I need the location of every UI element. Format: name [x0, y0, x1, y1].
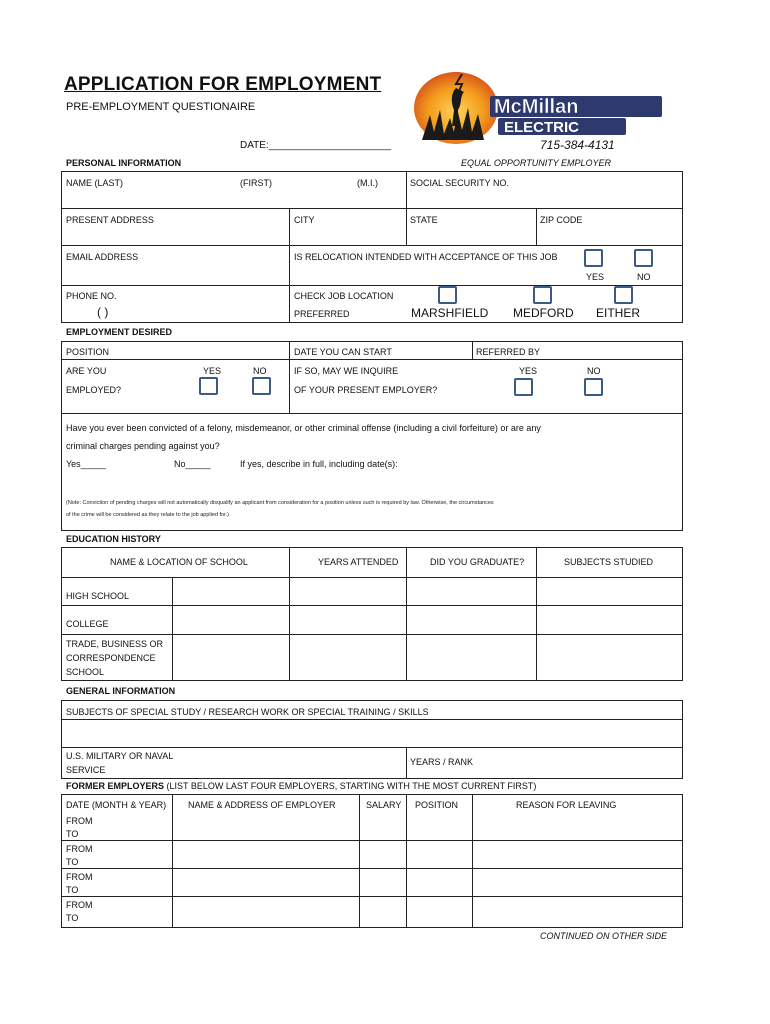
- relocation-no-checkbox[interactable]: [634, 249, 653, 267]
- military-label-2: SERVICE: [66, 765, 106, 775]
- relocation-label: IS RELOCATION INTENDED WITH ACCEPTANCE OF THIS JOB: [294, 252, 558, 262]
- former-row2-from: FROM: [66, 844, 93, 854]
- logo-line1: McMillan: [494, 96, 579, 118]
- employed-no-label: NO: [253, 366, 267, 376]
- edu-row-trade-2: CORRESPONDENCE: [66, 653, 156, 663]
- form-subtitle: PRE-EMPLOYMENT QUESTIONAIRE: [66, 101, 256, 113]
- relocation-yes-checkbox[interactable]: [584, 249, 603, 267]
- edu-col-years: YEARS ATTENDED: [318, 557, 399, 567]
- check-location-label: CHECK JOB LOCATION: [294, 291, 394, 301]
- employed-yes-label: YES: [203, 366, 222, 376]
- inquire-no-checkbox[interactable]: [584, 378, 603, 396]
- employed-label: EMPLOYED?: [66, 385, 122, 395]
- former-row3-to: TO: [66, 885, 79, 895]
- former-row1-to: TO: [66, 829, 79, 839]
- date-field[interactable]: DATE:______________________: [240, 140, 392, 151]
- former-row4-from: FROM: [66, 900, 93, 910]
- eoe-label: EQUAL OPPORTUNITY EMPLOYER: [461, 158, 612, 168]
- mcmillan-logo-icon: [412, 70, 668, 146]
- former-heading: FORMER EMPLOYERS: [66, 781, 165, 791]
- former-employers-table: [61, 794, 683, 928]
- inquire-label-1: IF SO, MAY WE INQUIRE: [294, 366, 399, 376]
- special-study-label: SUBJECTS OF SPECIAL STUDY / RESEARCH WORK OR SPECIAL TRAINING / SKILLS: [66, 707, 429, 717]
- zip-label: ZIP CODE: [540, 215, 583, 225]
- marshfield-label: MARSHFIELD: [411, 306, 489, 320]
- continued-note: CONTINUED ON OTHER SIDE: [540, 931, 668, 941]
- city-label: CITY: [294, 215, 315, 225]
- section-general: GENERAL INFORMATION: [66, 686, 176, 696]
- email-label: EMAIL ADDRESS: [66, 252, 139, 262]
- former-col-reason: REASON FOR LEAVING: [516, 800, 617, 810]
- felony-question-1: Have you ever been convicted of a felony, misdemeanor, or other criminal offense (including a civil forfeiture) or are any: [66, 423, 541, 433]
- company-logo: [412, 70, 668, 146]
- phone-parens[interactable]: ( ): [97, 305, 109, 319]
- section-employment: EMPLOYMENT DESIRED: [66, 327, 173, 337]
- edu-col-graduate: DID YOU GRADUATE?: [430, 557, 525, 567]
- relocation-no-label: NO: [637, 272, 651, 282]
- form-title: APPLICATION FOR EMPLOYMENT: [64, 74, 382, 95]
- medford-checkbox[interactable]: [533, 286, 552, 304]
- state-label: STATE: [410, 215, 438, 225]
- edu-col-school: NAME & LOCATION OF SCHOOL: [110, 557, 248, 567]
- inquire-yes-checkbox[interactable]: [514, 378, 533, 396]
- preferred-label: PREFERRED: [294, 309, 350, 319]
- logo-line2: ELECTRIC: [504, 119, 579, 136]
- position-label: POSITION: [66, 347, 110, 357]
- ssn-label: SOCIAL SECURITY NO.: [410, 178, 510, 188]
- section-education: EDUCATION HISTORY: [66, 534, 161, 544]
- former-col-name: NAME & ADDRESS OF EMPLOYER: [188, 800, 336, 810]
- name-mi-label: (M.I.): [357, 178, 378, 188]
- medford-label: MEDFORD: [513, 306, 574, 320]
- name-first-label: (FIRST): [240, 178, 272, 188]
- years-rank-label: YEARS / RANK: [410, 757, 474, 767]
- are-you-label: ARE YOU: [66, 366, 107, 376]
- start-date-label: DATE YOU CAN START: [294, 347, 392, 357]
- edu-row-high-school: HIGH SCHOOL: [66, 591, 130, 601]
- former-heading-note: (LIST BELOW LAST FOUR EMPLOYERS, STARTING WITH THE MOST CURRENT FIRST): [166, 781, 537, 791]
- marshfield-checkbox[interactable]: [438, 286, 457, 304]
- military-label-1: U.S. MILITARY OR NAVAL: [66, 751, 174, 761]
- former-row2-to: TO: [66, 857, 79, 867]
- edu-row-trade-1: TRADE, BUSINESS OR: [66, 639, 164, 649]
- former-row3-from: FROM: [66, 872, 93, 882]
- company-phone: 715-384-4131: [540, 138, 615, 152]
- inquire-yes-label: YES: [519, 366, 538, 376]
- felony-describe-label: If yes, describe in full, including date(s):: [240, 459, 398, 469]
- referred-by-label: REFERRED BY: [476, 347, 541, 357]
- former-col-salary: SALARY: [366, 800, 402, 810]
- edu-col-subjects: SUBJECTS STUDIED: [564, 557, 654, 567]
- either-label: EITHER: [596, 306, 641, 320]
- former-row1-from: FROM: [66, 816, 93, 826]
- conviction-note-2: of the crime will be considered as they relate to the job applied for.): [66, 512, 229, 518]
- name-last-label: NAME (LAST): [66, 178, 124, 188]
- phone-label: PHONE NO.: [66, 291, 117, 301]
- either-checkbox[interactable]: [614, 286, 633, 304]
- inquire-label-2: OF YOUR PRESENT EMPLOYER?: [294, 385, 438, 395]
- felony-no-blank[interactable]: No_____: [174, 459, 211, 469]
- edu-row-college: COLLEGE: [66, 619, 109, 629]
- conviction-note-1: (Note: Conviction of pending charges will not automatically disqualify an applicant from consideration for a position unless such is required by law. Otherwise, the circumstances: [66, 500, 494, 506]
- felony-question-2: criminal charges pending against you?: [66, 441, 220, 451]
- section-former-employers: [66, 781, 536, 791]
- edu-row-trade-3: SCHOOL: [66, 667, 105, 677]
- relocation-yes-label: YES: [586, 272, 605, 282]
- former-row4-to: TO: [66, 913, 79, 923]
- section-personal: PERSONAL INFORMATION: [66, 158, 182, 168]
- felony-yes-blank[interactable]: Yes_____: [66, 459, 106, 469]
- employed-yes-checkbox[interactable]: [199, 377, 218, 395]
- former-col-date: DATE (MONTH & YEAR): [66, 800, 167, 810]
- address-label: PRESENT ADDRESS: [66, 215, 154, 225]
- inquire-no-label: NO: [587, 366, 601, 376]
- employed-no-checkbox[interactable]: [252, 377, 271, 395]
- former-col-position: POSITION: [415, 800, 459, 810]
